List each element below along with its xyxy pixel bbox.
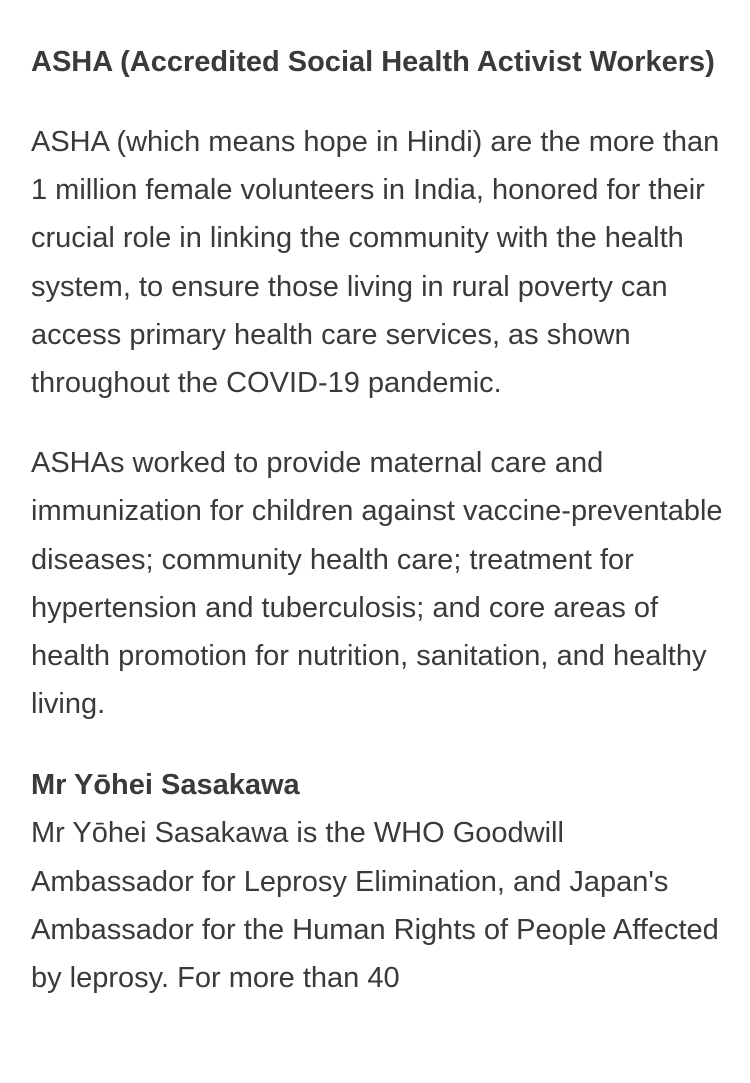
- article-body: [31, 38, 731, 1002]
- spacer: [31, 86, 731, 118]
- paragraph-sasakawa-bio: Mr Yōhei Sasakawa is the WHO Goodwill Ambassador for Leprosy Elimination, and Japan's Ambassador for the Human Rights of People Affected by leprosy. For more than 40: [31, 817, 719, 995]
- paragraph-asha-work: ASHAs worked to provide maternal care and immunization for children against vaccine-preventable diseases; community health care; treatment for hypertension and tuberculosis; and core areas of health promotion for nutrition, sanitation, and healthy living.: [31, 447, 723, 721]
- section-heading-asha: ASHA (Accredited Social Health Activist Workers): [31, 46, 715, 78]
- spacer: [31, 728, 731, 761]
- section-heading-sasakawa: Mr Yōhei Sasakawa: [31, 769, 300, 802]
- paragraph-asha-intro: ASHA (which means hope in Hindi) are the more than 1 million female volunteers in India, honored for their crucial role in linking the community with the health system, to ensure those living in rural poverty can access primary health care services, as shown throughout the COVID-19 pandemic.: [31, 126, 720, 400]
- spacer: [31, 407, 731, 439]
